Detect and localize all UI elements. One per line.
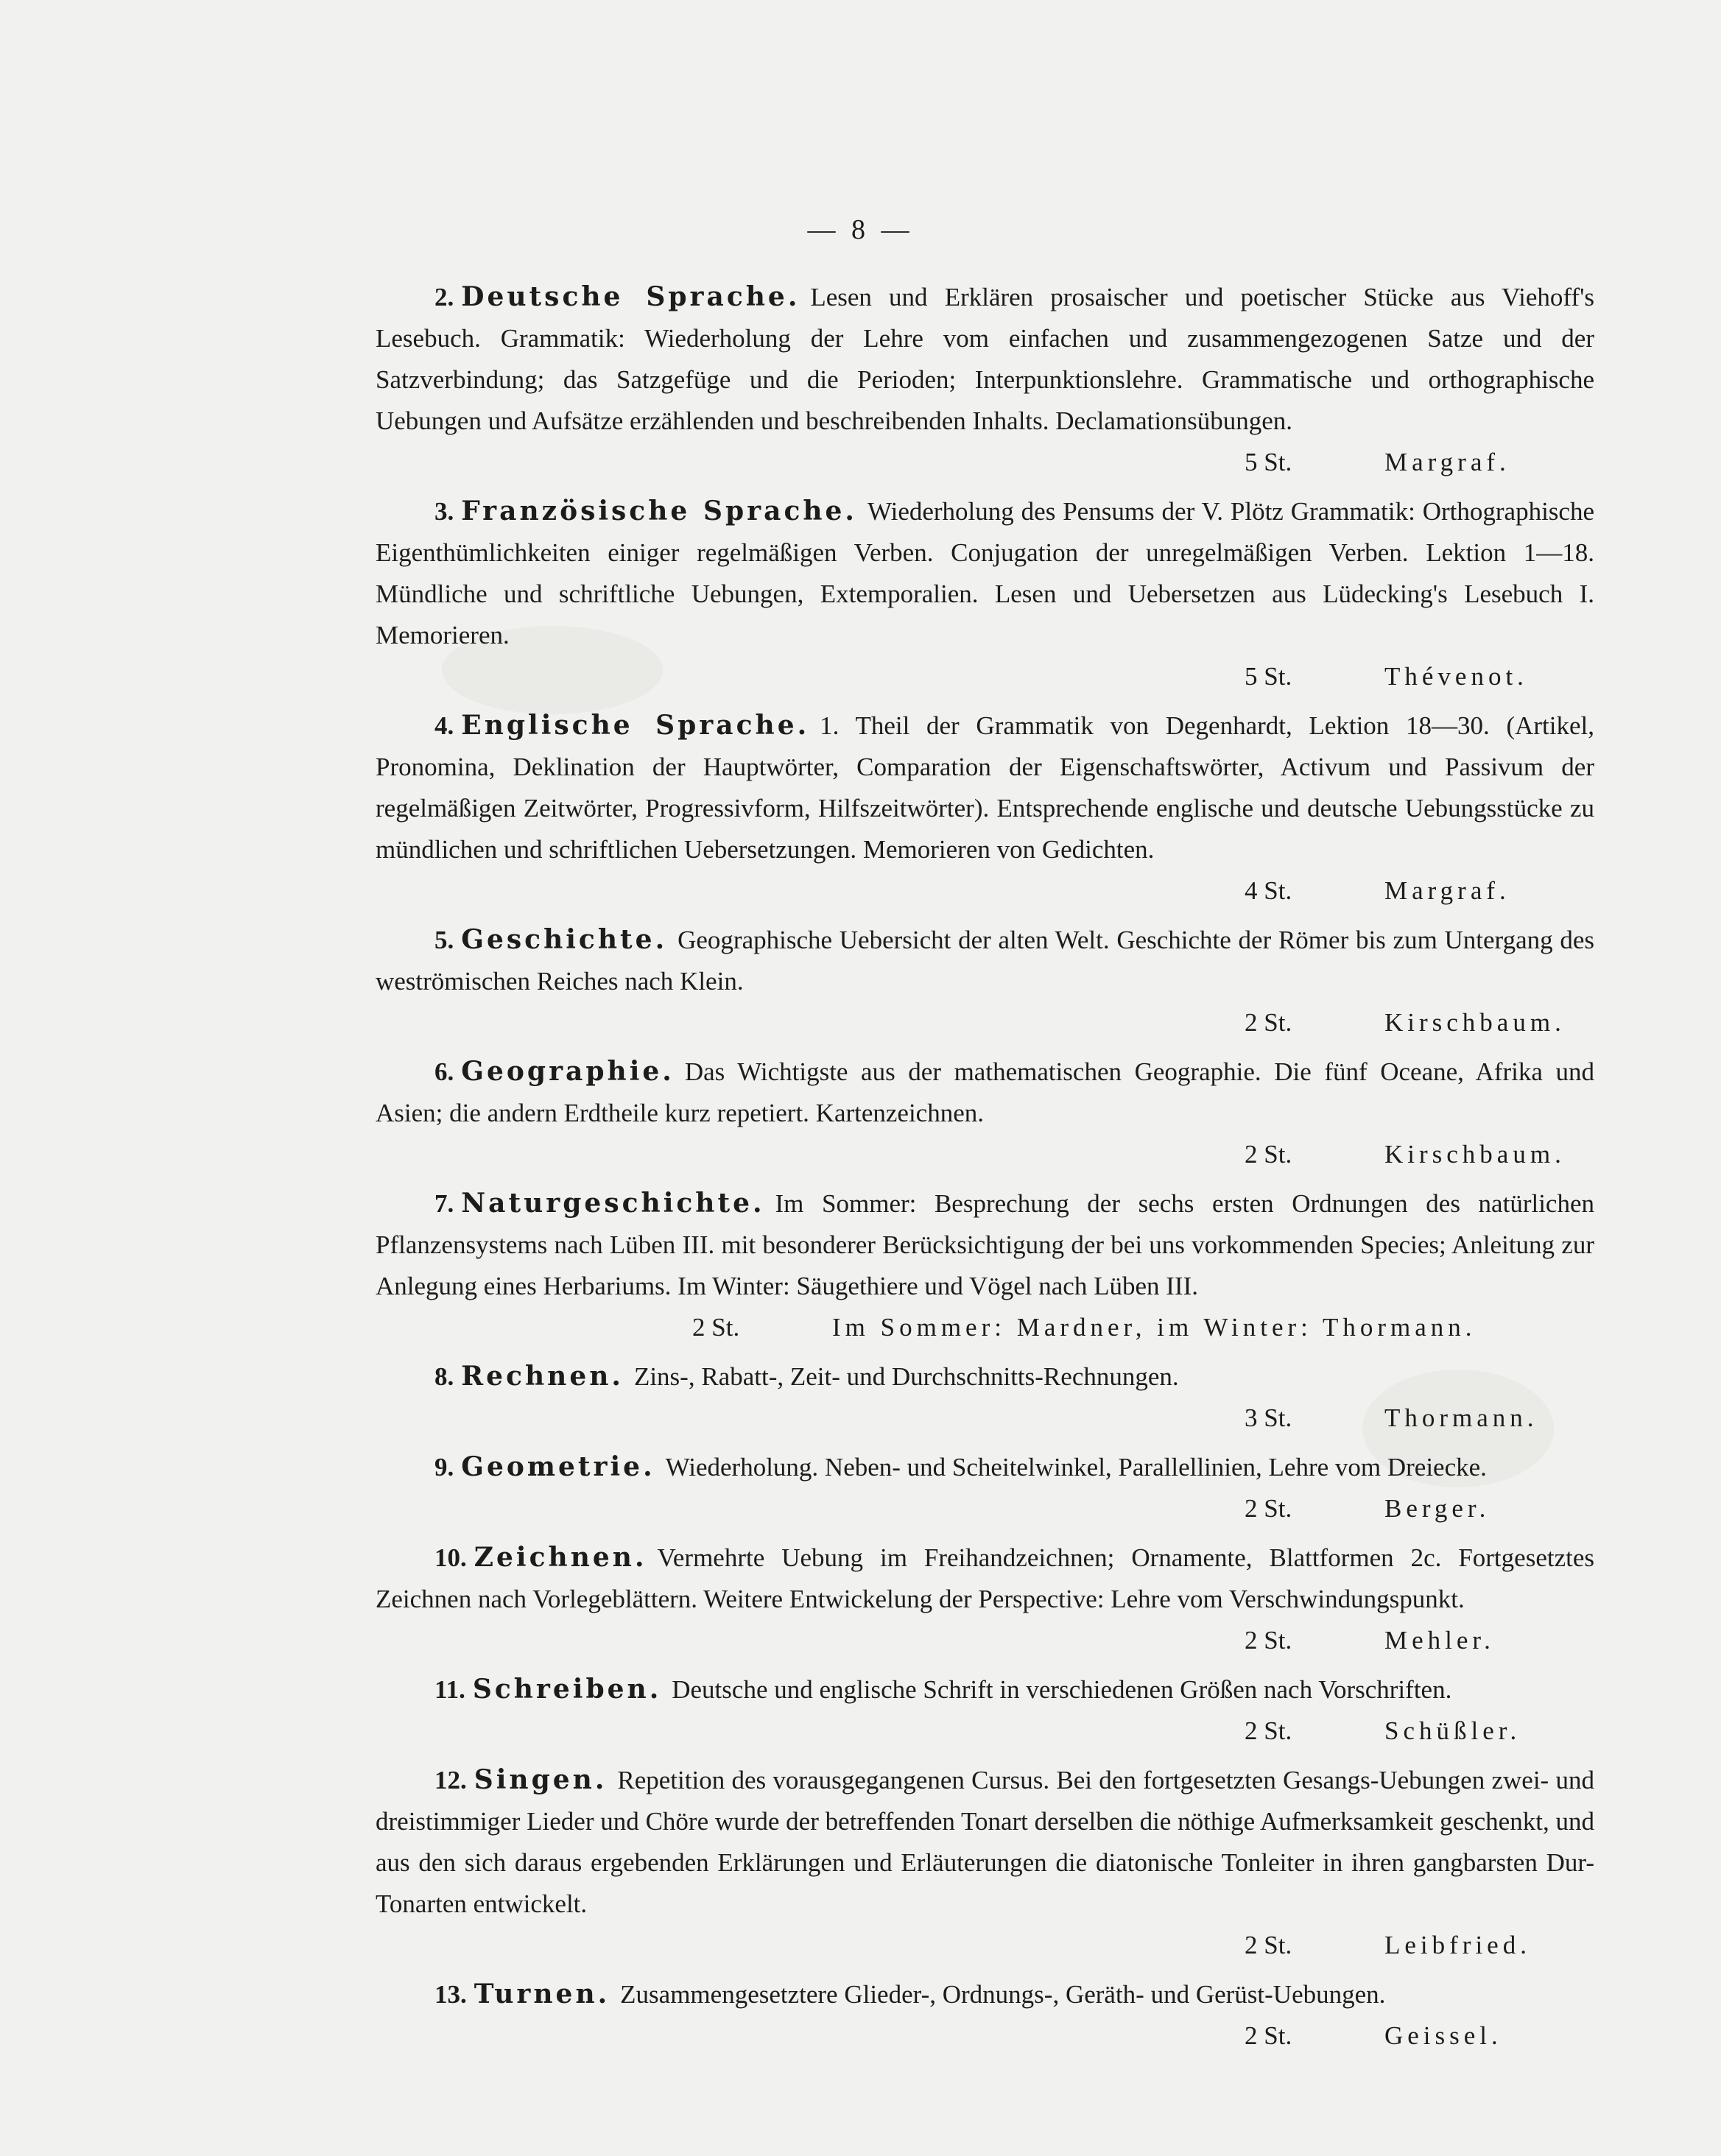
section-title: Singen. [474, 1764, 608, 1795]
hours: 2 St. [1245, 1626, 1292, 1655]
section-number: 7. [434, 1189, 454, 1218]
section-number: 3. [434, 497, 454, 526]
section-text: Vermehrte Uebung im Freihandzeichnen; Ornamente, Blattformen 2c. Fortgesetztes Zeichnen nach Vorlegeblättern. Weitere Entwickelung der Perspective: Lehre vom Verschwindungspunkt. [376, 1543, 1594, 1613]
section-title: Naturgeschichte. [461, 1188, 765, 1219]
hours: 2 St. [1245, 1008, 1292, 1037]
section-meta [376, 1925, 1594, 1966]
section-text: Zins-, Rabatt-, Zeit- und Durchschnitts-Rechnungen. [633, 1362, 1179, 1391]
teacher: Berger. [1384, 1494, 1491, 1523]
section-text: Im Sommer: Besprechung der sechs ersten Ordnungen des natürlichen Pflanzensystems nach Lüben III. mit besonderer Berücksichtigung der bei uns vorkommenden Species; Anleitung zur Anlegung eines Herbariums. Im Winter: Säugethiere und Vögel nach Lüben III. [376, 1189, 1594, 1300]
teacher: Leibfried. [1384, 1931, 1531, 1959]
section-naturgeschichte [376, 1183, 1594, 1348]
section-number: 13. [434, 1980, 467, 2009]
section-meta [376, 1620, 1594, 1661]
section-zeichnen [376, 1537, 1594, 1661]
section-text: 1. Theil der Grammatik von Degenhardt, Lektion 18—30. (Artikel, Pronomina, Deklination der Hauptwörter, Comparation der Eigenschaftswörter, Activum und Passivum der regelmäßigen Zeitwörter, Progressivform, Hilfszeitwörter). Entsprechende englische und deutsche Uebungsstücke zu mündlichen und schriftlichen Uebersetzungen. Memorieren von Gedichten. [376, 711, 1594, 864]
teacher: Mehler. [1384, 1626, 1495, 1655]
section-rechnen [376, 1356, 1594, 1439]
section-number: 8. [434, 1362, 454, 1391]
section-number: 9. [434, 1453, 454, 1482]
section-title: Englische Sprache. [461, 710, 810, 741]
teacher: Thévenot. [1384, 662, 1528, 691]
section-text: Repetition des vorausgegangenen Cursus. Bei den fortgesetzten Gesangs-Uebungen zwei- und dreistimmiger Lieder und Chöre wurde der betreffenden Tonart derselben die nöthige Aufmerksamkeit geschenkt, und aus den sich daraus ergebenden Erklärungen und Erläuterungen die diatonische Tonleiter in ihren gangbarsten Dur-Tonarten entwickelt. [376, 1766, 1594, 1918]
section-title: Geometrie. [461, 1451, 655, 1482]
section-meta [376, 1398, 1594, 1439]
section-title: Geographie. [461, 1056, 675, 1087]
hours: 2 St. [1245, 2021, 1292, 2050]
section-meta [376, 1134, 1594, 1175]
section-text: Das Wichtigste aus der mathematischen Geographie. Die fünf Oceane, Afrika und Asien; die andern Erdtheile kurz repetiert. Kartenzeichnen. [376, 1057, 1594, 1127]
section-singen [376, 1759, 1594, 1966]
section-meta [376, 442, 1594, 483]
section-number: 2. [434, 283, 454, 311]
section-geometrie [376, 1446, 1594, 1529]
section-title: Französische Sprache. [461, 496, 857, 526]
section-number: 11. [434, 1675, 465, 1704]
hours: 2 St. [1245, 1494, 1292, 1523]
teacher: Schüßler. [1384, 1716, 1521, 1745]
teacher: Kirschbaum. [1384, 1008, 1566, 1037]
section-franzoesische-sprache [376, 490, 1594, 697]
hours: 4 St. [1245, 876, 1292, 905]
section-text: Wiederholung des Pensums der V. Plötz Grammatik: Orthographische Eigenthümlichkeiten einiger regelmäßigen Verben. Conjugation der unregelmäßigen Verben. Lektion 1—18. Mündliche und schriftliche Uebungen, Extemporalien. Lesen und Uebersetzen aus Lüdecking's Lesebuch I. Memorieren. [376, 497, 1594, 649]
teacher: Margraf. [1384, 876, 1510, 905]
section-meta [376, 1711, 1594, 1752]
section-number: 10. [434, 1543, 467, 1572]
section-number: 5. [434, 926, 454, 954]
hours: 3 St. [1245, 1403, 1292, 1432]
teacher: Kirschbaum. [1384, 1140, 1566, 1169]
teacher: Thormann. [1384, 1403, 1538, 1432]
hours: 2 St. [1245, 1931, 1292, 1959]
hours: 5 St. [1245, 662, 1292, 691]
section-number: 4. [434, 711, 454, 740]
section-meta [376, 656, 1594, 697]
section-title: Schreiben. [472, 1674, 662, 1705]
section-meta [376, 1488, 1594, 1529]
hours: 2 St. [692, 1313, 740, 1342]
section-text: Wiederholung. Neben- und Scheitelwinkel, Parallellinien, Lehre vom Dreiecke. [665, 1453, 1487, 1482]
section-meta [376, 1002, 1594, 1043]
hours: 5 St. [1245, 448, 1292, 476]
section-geschichte [376, 919, 1594, 1043]
section-text: Deutsche und englische Schrift in verschiedenen Größen nach Vorschriften. [672, 1675, 1452, 1704]
section-title: Geschichte. [461, 924, 668, 955]
section-title: Rechnen. [461, 1361, 624, 1392]
section-turnen [376, 1973, 1594, 2057]
section-number: 6. [434, 1057, 454, 1086]
page-number: — 8 — [807, 214, 914, 245]
hours: 2 St. [1245, 1140, 1292, 1169]
section-title: Deutsche Sprache. [461, 281, 800, 312]
section-schreiben [376, 1669, 1594, 1752]
section-meta [376, 2015, 1594, 2057]
teacher: Im Sommer: Mardner, im Winter: Thormann. [832, 1313, 1477, 1342]
section-number: 12. [434, 1766, 467, 1794]
teacher: Geissel. [1384, 2021, 1502, 2050]
section-text: Geographische Uebersicht der alten Welt. Geschichte der Römer bis zum Untergang des weströmischen Reiches nach Klein. [376, 926, 1594, 996]
section-meta [376, 870, 1594, 912]
section-deutsche-sprache [376, 276, 1594, 483]
section-title: Zeichnen. [474, 1542, 647, 1573]
section-englische-sprache [376, 705, 1594, 912]
section-geographie [376, 1051, 1594, 1175]
section-meta [376, 1307, 1594, 1348]
teacher: Margraf. [1384, 448, 1510, 476]
section-title: Turnen. [474, 1979, 610, 2009]
section-text: Lesen und Erklären prosaischer und poetischer Stücke aus Viehoff's Lesebuch. Grammatik: Wiederholung der Lehre vom einfachen und zusammengezogenen Satze und der Satzverbindung; das Satzgefüge und die Perioden; Interpunktionslehre. Grammatische und orthographische Uebungen und Aufsätze erzählenden und beschreibenden Inhalts. Declamationsübungen. [376, 283, 1594, 435]
section-text: Zusammengesetztere Glieder-, Ordnungs-, Geräth- und Gerüst-Uebungen. [620, 1980, 1386, 2009]
curriculum-text [376, 276, 1594, 2064]
hours: 2 St. [1245, 1716, 1292, 1745]
